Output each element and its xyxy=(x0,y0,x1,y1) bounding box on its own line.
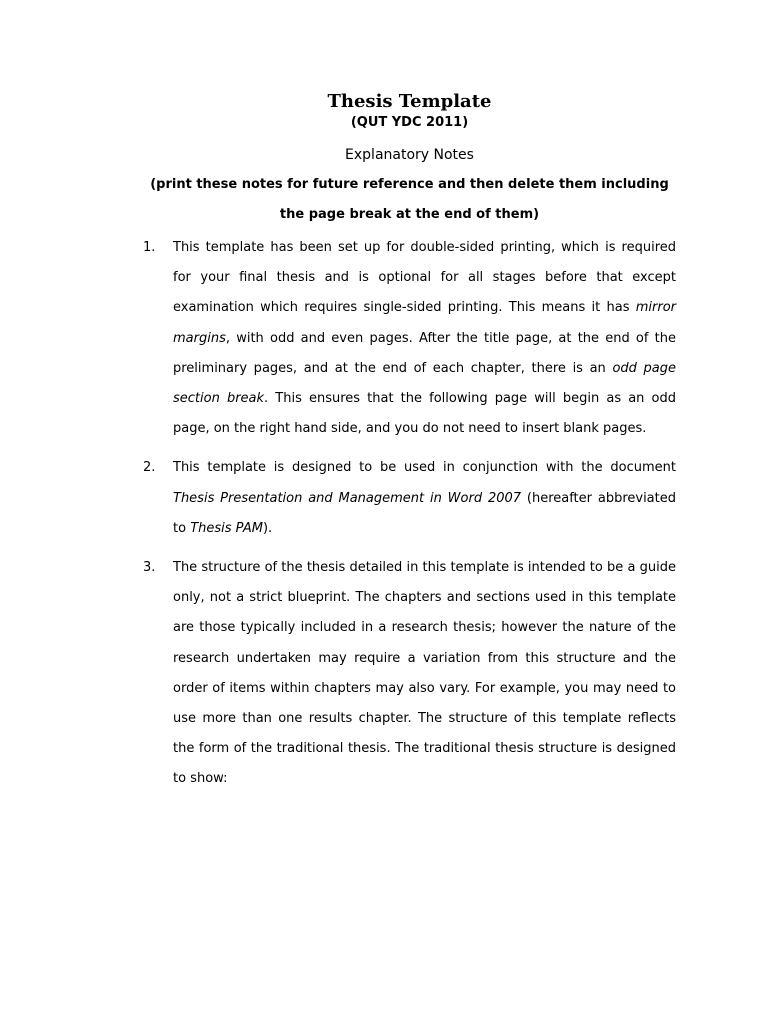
note-text-emphasis: Thesis PAM xyxy=(190,520,263,536)
note-text xyxy=(173,460,676,535)
note-number: 2. xyxy=(143,460,156,476)
print-note: (print these notes for future reference and then delete them including the page break at the end of them) xyxy=(150,177,669,222)
note-item xyxy=(143,233,676,444)
note-text-segment: This template has been set up for double-sided printing, which is required for your final thesis and is optional for all stages before that except examination which requires single-sided printing. This means it has xyxy=(173,240,676,316)
note-text-segment: , with odd and even pages. After the title page, at the end of the preliminary pages, and at the end of each chapter, there is an xyxy=(173,330,676,376)
note-text-segment: . This ensures that the following page will begin as an odd page, on the right hand side, and you do not need to insert blank pages. xyxy=(173,391,676,437)
notes-list xyxy=(143,233,676,795)
note-text-emphasis: odd page section break xyxy=(173,360,676,407)
note-item xyxy=(143,453,676,544)
note-item xyxy=(143,553,676,795)
note-text-segment: This template is designed to be used in conjunction with the document xyxy=(173,460,676,476)
document-subtitle: (QUT YDC 2011) xyxy=(350,115,469,130)
note-text xyxy=(173,560,676,786)
note-text-segment: (hereafter abbreviated to xyxy=(173,490,676,536)
note-text-segment: ). xyxy=(262,520,273,536)
section-heading: Explanatory Notes xyxy=(345,147,474,163)
note-number: 1. xyxy=(143,240,156,255)
note-text-emphasis: mirror margins xyxy=(173,300,676,346)
note-text xyxy=(173,240,676,436)
note-text-emphasis: Thesis Presentation and Management in Word 2007 xyxy=(173,490,522,506)
note-number: 3. xyxy=(143,560,156,576)
document-title: Thesis Template xyxy=(327,91,492,112)
note-text-segment: The structure of the thesis detailed in this template is intended to be a guide only, not a strict blueprint. The chapters and sections used in this template are those typically included in a research thesis; however the nature of the research undertaken may require a variation from this structure and the order of items within chapters may also vary. For example, you may need to use more than one results chapter. The structure of this template reflects the form of the traditional thesis. The traditional thesis structure is designed to show: xyxy=(173,560,676,787)
